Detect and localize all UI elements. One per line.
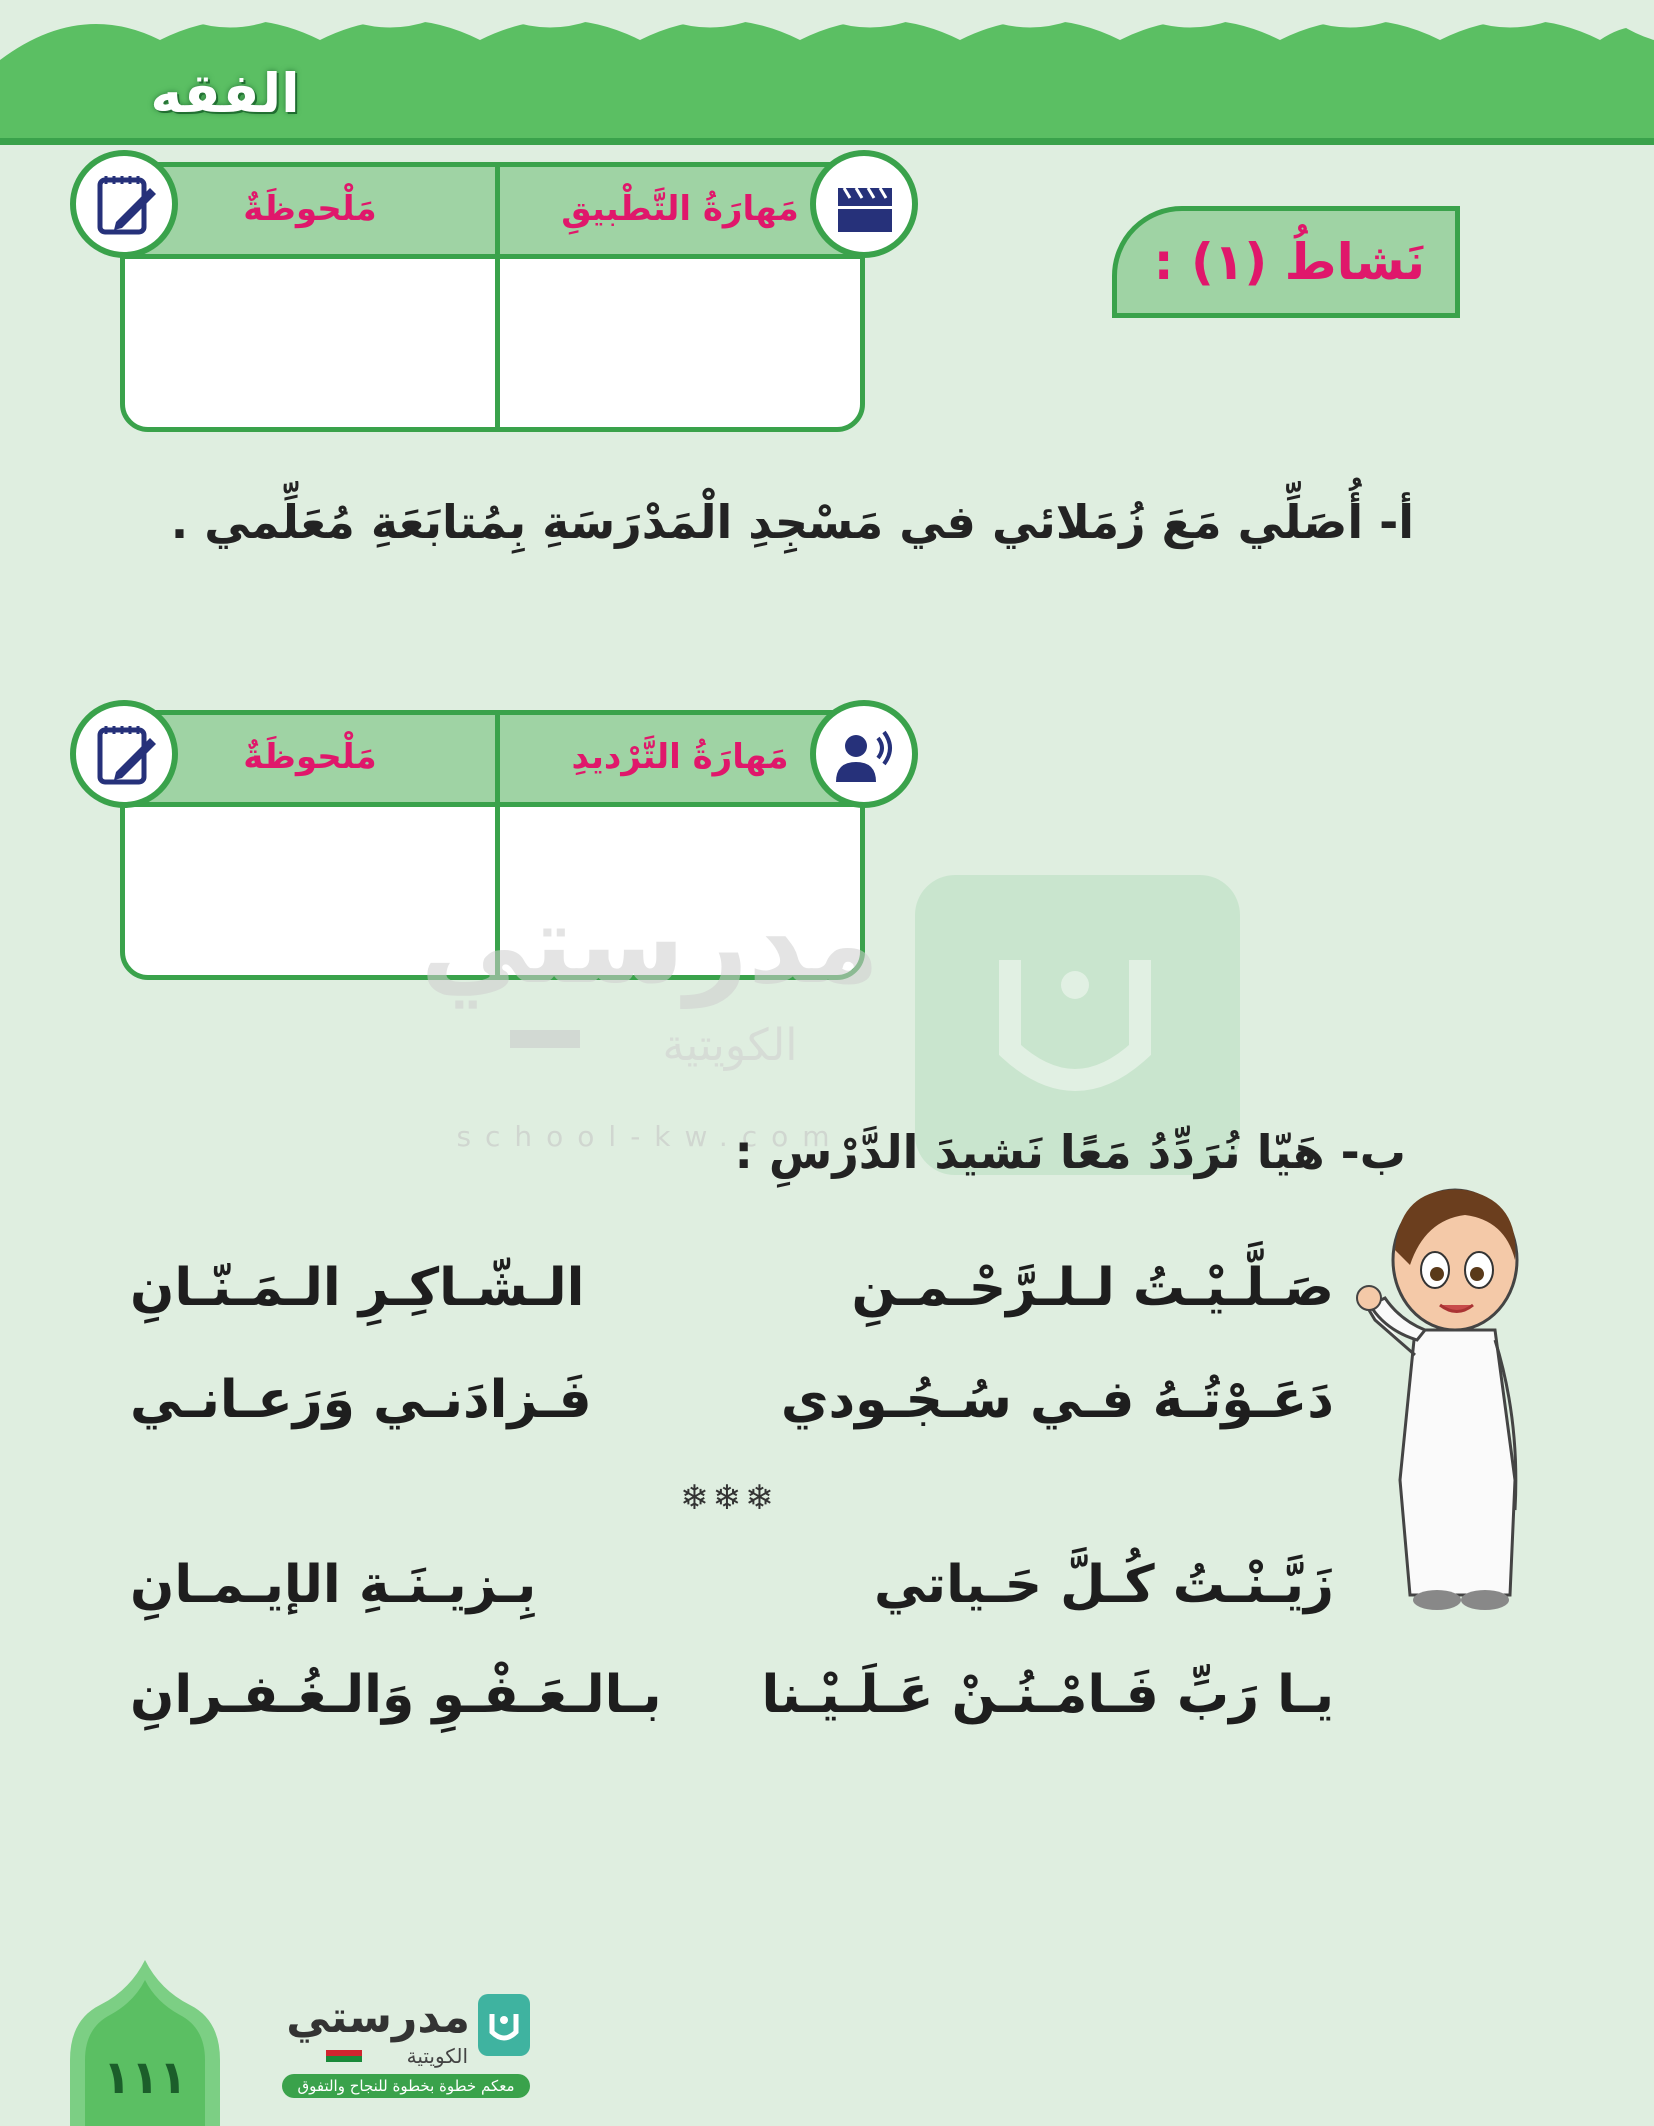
table-divider [495, 167, 500, 427]
page-number: ١١١ [102, 2050, 188, 2104]
clapperboard-icon [810, 150, 918, 258]
footer-tagline: معكم خطوة بخطوة للنجاح والتفوق [282, 2074, 530, 2098]
note-header: مَلْحوظَةٌ [243, 737, 377, 777]
subject-title: الفقه [150, 62, 300, 125]
poem-line-4-right: يـا رَبِّ فَـامْـنُـنْ عَـلَـيْـنا [761, 1665, 1334, 1725]
activity-tab [1112, 206, 1460, 318]
stanza-separator: ❄❄❄ [680, 1478, 778, 1518]
activity-label: نَشاطُ (١) : [1153, 233, 1425, 291]
instruction-b: ب- هَيّا نُرَدِّدُ مَعًا نَشيدَ الدَّرْسِ : [734, 1125, 1406, 1179]
footer-logo-sub: الكويتية [406, 2044, 468, 2068]
notepad-pencil-icon [70, 150, 178, 258]
instruction-a: أ- أُصَلِّي مَعَ زُمَلائي في مَسْجِدِ الْمَدْرَسَةِ بِمُتابَعَةِ مُعَلِّمي . [170, 495, 1414, 549]
repetition-skill-header: مَهارَةُ التَّرْديدِ [571, 737, 789, 777]
watermark-url: school-kw.com [456, 1120, 844, 1153]
watermark-sub: الكويتية [662, 1020, 798, 1071]
poem-line-3-left: بِـزيـنَـةِ الإيـمـانِ [130, 1555, 537, 1615]
poem-line-3-right: زَيَّـنْـتُ كُـلَّ حَـياتي [873, 1555, 1334, 1615]
application-skill-header: مَهارَةُ التَّطْبيقِ [561, 189, 799, 229]
notepad-pencil-icon [70, 700, 178, 808]
watermark-name: مدرستي [420, 880, 880, 1008]
poem-line-2-left: فَـزادَنـي وَرَعـانـي [130, 1370, 592, 1430]
table-frame [120, 162, 865, 432]
poem-line-1-right: صَـلَّـيْـتُ لـلـرَّحْـمـنِ [851, 1258, 1334, 1318]
poem-line-4-left: بـالـعَـفْـوِ وَالـغُـفـرانِ [130, 1665, 662, 1725]
boy-illustration [1355, 1180, 1550, 1620]
application-skill-table [120, 162, 870, 432]
footer-logo-name: مدرستي [286, 1992, 470, 2043]
note-header: مَلْحوظَةٌ [243, 189, 377, 229]
speaking-person-icon [810, 700, 918, 808]
poem-line-1-left: الـشّـاكِـرِ الـمَـنّـانِ [130, 1258, 585, 1318]
watermark [410, 870, 1240, 1240]
poem-line-2-right: دَعَـوْتُـهُ فـي سُـجُـودي [780, 1370, 1334, 1430]
